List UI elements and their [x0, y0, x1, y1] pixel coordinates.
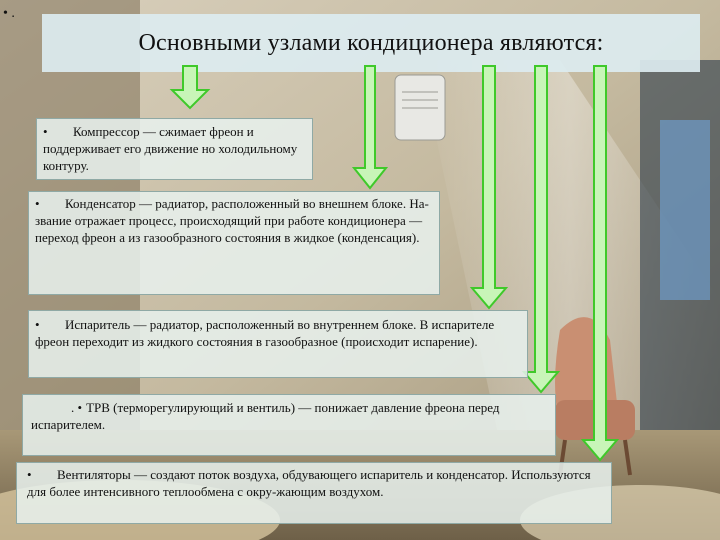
page-title: Основными узлами кондиционера являются:: [138, 29, 604, 56]
item-condenser: [28, 191, 440, 295]
item-fans: [16, 462, 612, 524]
item-text: ТРВ (терморегулирующий и вентиль) — понижает давление фреона перед испарителем.: [31, 400, 500, 432]
corner-mark: • .: [3, 6, 15, 21]
item-evaporator: [28, 310, 528, 378]
bullet: •: [35, 317, 40, 332]
bullet: •: [43, 124, 48, 139]
title-box: [42, 14, 700, 72]
item-trv: [22, 394, 556, 456]
item-text: Вентиляторы — создают поток воздуха, обдувающего испаритель и конденсатор. Используются для более интенсивного теплообмена с окру-жающим воздухом.: [27, 467, 591, 499]
item-compressor: [36, 118, 313, 180]
item-text: Компрессор — сжимает фреон и поддерживает его движение но холодильному контуру.: [43, 124, 298, 173]
air-conditioner-image: [395, 75, 445, 140]
bullet: . •: [71, 400, 83, 415]
item-text: Конденсатор — радиатор, расположенный во внешнем блоке. На-звание отражает процесс, происходящий при работе кондиционера — переход фреон а из газообразного состояния в жидкое (конденсация).: [35, 196, 429, 245]
bullet: •: [27, 467, 32, 482]
item-text: Испаритель — радиатор, расположенный во внутреннем блоке. В испарителе фреон переходит из жидкого состояния в газообразное (происходит испарение).: [35, 317, 495, 349]
bullet: •: [35, 196, 40, 211]
